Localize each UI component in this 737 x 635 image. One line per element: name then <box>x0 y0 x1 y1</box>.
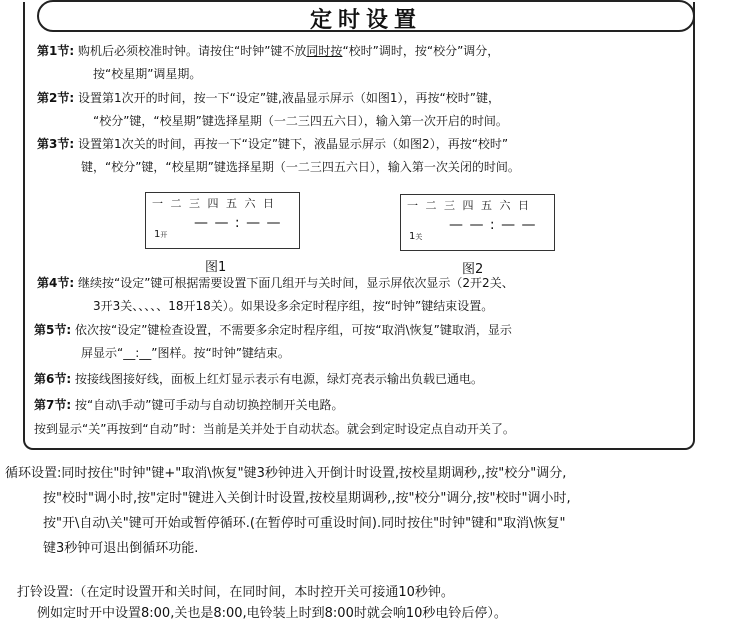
final-note: 按到显示“关”再按到“自动”时：当前是关并处于自动状态。就会到定时设定点自动开关了。 <box>34 422 515 436</box>
figure-1-caption: 图1 <box>205 260 227 275</box>
section-7: 第7节: 按“自动\手动”键可手动与自动切换控制开关电路。 <box>34 398 344 412</box>
cycle-settings: 循环设置:同时按住"时钟"键+"取消\恢复"键3秒钟进入开倒计时设置,按校星期调秒,,按"校分"调分, 按"校时"调小时,按"定时"键进入关倒计时设置,按校星期调秒,,按"校分"调分,按"校时"调小时, 按"开\自动\关"键可开始或暂停循环.(在暂停时可重设时间).同时按住"时钟"键和"取消\恢复" 键3秒钟可退出倒循环功能. <box>5 466 571 556</box>
lcd-figure-1: 一 二 三 四 五 六 日 — — : — — 1开 <box>145 192 300 249</box>
section-2: 第2节: 设置第1次开的时间，按一下“设定”键,液晶显示屏示（如图1），再按“校时”键， “校分”键，“校星期”键选择星期（一二三四五六日），输入第一次开启的时间。 <box>37 91 508 128</box>
title-box <box>37 0 695 32</box>
section-6: 第6节: 按接线图接好线，面板上红灯显示表示有电源，绿灯亮表示输出负载已通电。 <box>34 372 483 386</box>
section-3: 第3节: 设置第1次关的时间，再按一下“设定”键下，液晶显示屏示（如图2），再按“校时” 键，“校分”键，“校星期”键选择星期（一二三四五六日），输入第一次关闭的时间。 <box>37 137 520 174</box>
lcd-indicator: 1开 <box>154 229 168 240</box>
bell-settings: 打铃设置:（在定时设置开和关时间，在同时间，本时控开关可接通10秒钟。 例如定时开中设置8:00,关也是8:00,电铃装上时到8:00时就会响10秒电铃后停）。 <box>17 585 507 621</box>
section-1: 第1节: 购机后必须校准时钟。请按住“时钟”键不放同时按“校时”调时，按“校分”调分， 按“校星期”调星期。 <box>37 44 500 81</box>
section-4: 第4节: 继续按“设定”键可根据需要设置下面几组开与关时间，显示屏依次显示（2开2关、 3开3关、、、、、18开18关）。如果设多余定时程序组，按“时钟”键结束设置。 <box>37 276 514 313</box>
page-title: 定时设置 <box>309 8 422 33</box>
section-5: 第5节: 依次按“设定”键检查设置，不需要多余定时程序组，可按“取消\恢复”键取消，显示 屏显示“__:__”图样。按“时钟”键结束。 <box>34 323 512 360</box>
figure-2-caption: 图2 <box>462 262 484 277</box>
lcd-figure-2: 一 二 三 四 五 六 日 — — : — — 1关 <box>400 194 555 251</box>
lcd-indicator: 1关 <box>409 231 423 242</box>
